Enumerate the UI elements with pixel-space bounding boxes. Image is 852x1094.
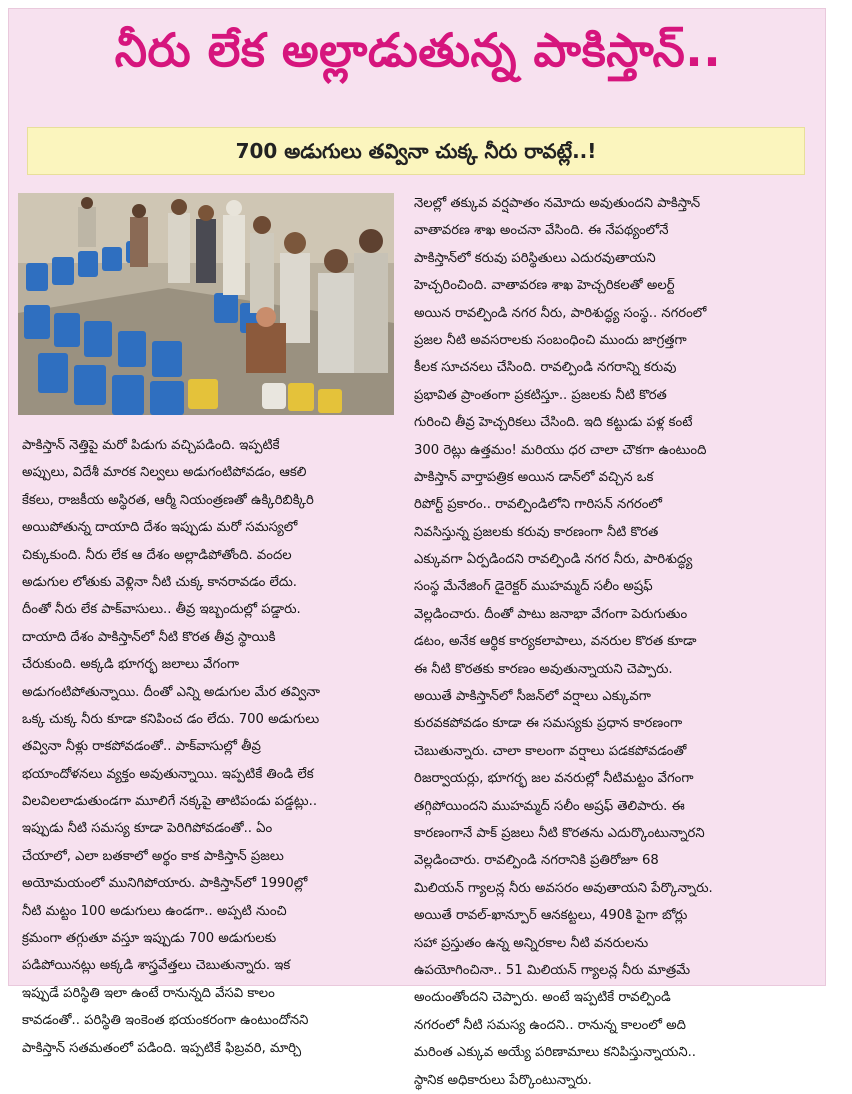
article-line: చేరుకుంది. అక్కడి భూగర్భ జలాలు వేగంగా bbox=[22, 657, 240, 673]
article-line: అయితే పాకిస్తాన్‌లో సీజన్‌లో వర్షాలు ఎక్కువగా bbox=[414, 689, 651, 705]
article-line: క్రమంగా తగ్గుతూ వస్తూ ఇప్పుడు 700 అడుగులకు bbox=[22, 931, 277, 947]
article-line: తవ్వినా నీళ్లు రాకపోవడంతో.. పాక్‌వాసుల్లో తీవ్ర bbox=[22, 739, 261, 755]
article-line: ఇప్పుడే పరిస్థితి ఇలా ఉంటే రానున్నది వేసవి కాలం bbox=[22, 985, 275, 1001]
article-line: హెచ్చరించింది. వాతావరణ శాఖ హెచ్చరికలతో అలర్ట్ bbox=[414, 278, 675, 294]
article-line: నీటి మట్టం 100 అడుగులు ఉండగా.. అప్పటి నుంచి bbox=[22, 903, 287, 919]
article-line: విలవిలలాడుతుండగా మూలిగే నక్కపై తాటిపండు పడ్డట్లు.. bbox=[22, 794, 318, 810]
photo-illustration bbox=[18, 193, 394, 415]
article-line: పాకిస్తాన్ సతమతంలో పడింది. ఇప్పటికే ఫిబ్రవరి, మార్చి bbox=[22, 1040, 302, 1056]
article-line: అయిన రావల్పిండి నగర నీరు, పారిశుద్ధ్య సంస్థ.. నగరంలో bbox=[414, 305, 707, 321]
subheadline: 700 అడుగులు తవ్వినా చుక్క నీరు రావట్లే..! bbox=[27, 127, 805, 175]
article-line: దాయాది దేశం పాకిస్తాన్‌లో నీటి కొరత తీవ్ర స్థాయికి bbox=[22, 629, 276, 645]
article-line: నగరంలో నీటి సమస్య ఉందని.. రానున్న కాలంలో అది bbox=[414, 1017, 686, 1033]
article-line: వాతావరణ శాఖ అంచనా వేసింది. ఈ నేపథ్యంలోనే bbox=[414, 223, 669, 239]
article-line: దీంతో నీరు లేక పాక్‌వాసులు.. తీవ్ర ఇబ్బందుల్లో పడ్డారు. bbox=[22, 602, 301, 618]
article-line: ఇప్పుడు నీటి సమస్య కూడా పెరిగిపోవడంతో.. ఏం bbox=[22, 821, 273, 837]
article-line: రిజర్వాయర్లు, భూగర్భ జల వనరుల్లో నీటిమట్టం వేగంగా bbox=[414, 771, 694, 787]
article-line: సహా ప్రస్తుతం ఉన్న అన్నిరకాల నీటి వనరులను bbox=[414, 935, 649, 951]
article-line: రిపోర్ట్ ప్రకారం.. రావల్పిండిలోని గారిసన్ నగరంలో bbox=[414, 497, 663, 513]
article-line: చెబుతున్నారు. చాలా కాలంగా వర్షాలు పడకపోవడంతో bbox=[414, 743, 687, 759]
article-line: నివసిస్తున్న ప్రజలకు కరువు కారణంగా నీటి కొరత bbox=[414, 524, 659, 540]
article-line: అప్పులు, విదేశీ మారక నిల్వలు అడుగంటిపోవడం, ఆకలి bbox=[22, 465, 307, 481]
article-line: పాకిస్తాన్ నెత్తిపై మరో పిడుగు వచ్చిపడింది. ఇప్పటికే bbox=[22, 438, 280, 453]
article-line: కేకలు, రాజకీయ అస్థిరత, ఆర్మీ నియంత్రణతో ఉక్కిరిబిక్కిరి bbox=[22, 492, 314, 508]
article-line: కురవకపోవడం కూడా ఈ సమస్యకు ప్రధాన కారణంగా bbox=[414, 716, 683, 732]
article-line: నెలల్లో తక్కువ వర్షపాతం నమోదు అవుతుందని పాకిస్తాన్ bbox=[414, 196, 701, 211]
article-right-column bbox=[414, 190, 806, 1094]
article-line: చిక్కుకుంది. నీరు లేక ఆ దేశం అల్లాడిపోతోంది. వందల bbox=[22, 547, 292, 563]
article-line: పాకిస్తాన్‌లో కరువు పరిస్థితులు ఎదురవుతాయని bbox=[414, 250, 656, 266]
article-line: ఒక్క చుక్క నీరు కూడా కనిపించ డం లేదు. 700 అడుగులు bbox=[22, 711, 320, 727]
article-line: వెల్లడించారు. రావల్పిండి నగరానికి ప్రతిరోజూ 68 bbox=[414, 853, 659, 869]
article-left-column bbox=[22, 432, 398, 1062]
article-line: కారణంగానే పాక్ ప్రజలు నీటి కొరతను ఎదుర్కొంటున్నారని bbox=[414, 825, 705, 841]
article-line: మరింత ఎక్కువ అయ్యే పరిణామాలు కనిపిస్తున్నాయని.. bbox=[414, 1045, 696, 1061]
article-line: ప్రజల నీటి అవసరాలకు సంబంధించి ముందు జాగ్రత్తగా bbox=[414, 332, 687, 348]
article-line: అయిపోతున్న దాయాది దేశం ఇప్పుడు మరో సమస్యలో bbox=[22, 520, 298, 536]
article-line: ప్రభావిత ప్రాంతంగా ప్రకటిస్తూ.. ప్రజలకు నీటి కొరత bbox=[414, 387, 667, 403]
article-line: ఎక్కువగా ఏర్పడిందని రావల్పిండి నగర నీరు, పారిశుద్ధ్య bbox=[414, 552, 693, 568]
article-line: పాకిస్తాన్ వార్తాపత్రిక అయిన డాన్‌లో వచ్చిన ఒక bbox=[414, 469, 654, 485]
article-line: చేయాలో, ఎలా బతకాలో అర్థం కాక పాకిస్తాన్ ప్రజలు bbox=[22, 848, 284, 864]
article-line: ఈ నీటి కొరతకు కారణం అవుతున్నాయని చెప్పారు. bbox=[414, 661, 673, 677]
article-line: అందుంతోందని చెప్పారు. అంటే ఇప్పటికే రావల్పిండి bbox=[414, 990, 671, 1006]
article-line: మిలియన్ గ్యాలన్ల నీరు అవసరం అవుతాయని పేర్కొన్నారు. bbox=[414, 880, 713, 896]
article-line: గురించి తీవ్ర హెచ్చరికలు చేసింది. ఇది కట్టుడు పళ్ల కంటే bbox=[414, 415, 693, 431]
article-line: 300 రెట్లు ఉత్తమం! మరియు ధర చాలా చౌకగా ఉంటుంది bbox=[414, 442, 707, 458]
article-line: అడుగుల లోతుకు వెళ్లినా నీటి చుక్క కానరావడం లేదు. bbox=[22, 574, 297, 590]
article-line: ఉపయోగించినా.. 51 మిలియన్ గ్యాలన్ల నీరు మాత్రమే bbox=[414, 962, 691, 978]
headline: నీరు లేక అల్లాడుతున్న పాకిస్తాన్.. bbox=[114, 23, 722, 77]
article-line: స్థానిక అధికారులు పేర్కొంటున్నారు. bbox=[414, 1072, 592, 1088]
article-line: కీలక సూచనలు చేసింది. రావల్పిండి నగరాన్ని కరువు bbox=[414, 360, 677, 376]
article-line: అయితే రావల్-ఖాన్పూర్ ఆనకట్టలు, 490కి పైగా బోర్లు bbox=[414, 908, 688, 924]
article-line: పడిపోయినట్లు అక్కడి శాస్త్రవేత్తలు చెబుతున్నారు. ఇక bbox=[22, 958, 291, 974]
article-line: కావడంతో.. పరిస్థితి ఇంకెంత భయంకరంగా ఉంటుందోనని bbox=[22, 1013, 309, 1029]
article-line: అయోమయంలో మునిగిపోయారు. పాకిస్తాన్‌లో 1990ల్లో bbox=[22, 876, 308, 892]
water-queue-photo bbox=[18, 193, 394, 415]
article-line: వెల్లడించారు. దీంతో పాటు జనాభా వేగంగా పెరుగుతుం bbox=[414, 606, 688, 622]
article-line: డటం, అనేక ఆర్థిక కార్యకలాపాలు, వనరుల కొరత కూడా bbox=[414, 634, 697, 650]
article-line: తగ్గిపోయిందని ముహమ్మద్ సలీం అష్రఫ్ తెలిపారు. ఈ bbox=[414, 798, 685, 814]
article-line: సంస్థ మేనేజింగ్ డైరెక్టర్ ముహమ్మద్ సలీం అష్రఫ్ bbox=[414, 579, 653, 595]
article-line: అడుగంటిపోతున్నాయి. దీంతో ఎన్ని అడుగుల మేర తవ్వినా bbox=[22, 684, 320, 700]
article-line: భయాందోళనలు వ్యక్తం అవుతున్నాయి. ఇప్పటికే తిండి లేక bbox=[22, 766, 314, 782]
